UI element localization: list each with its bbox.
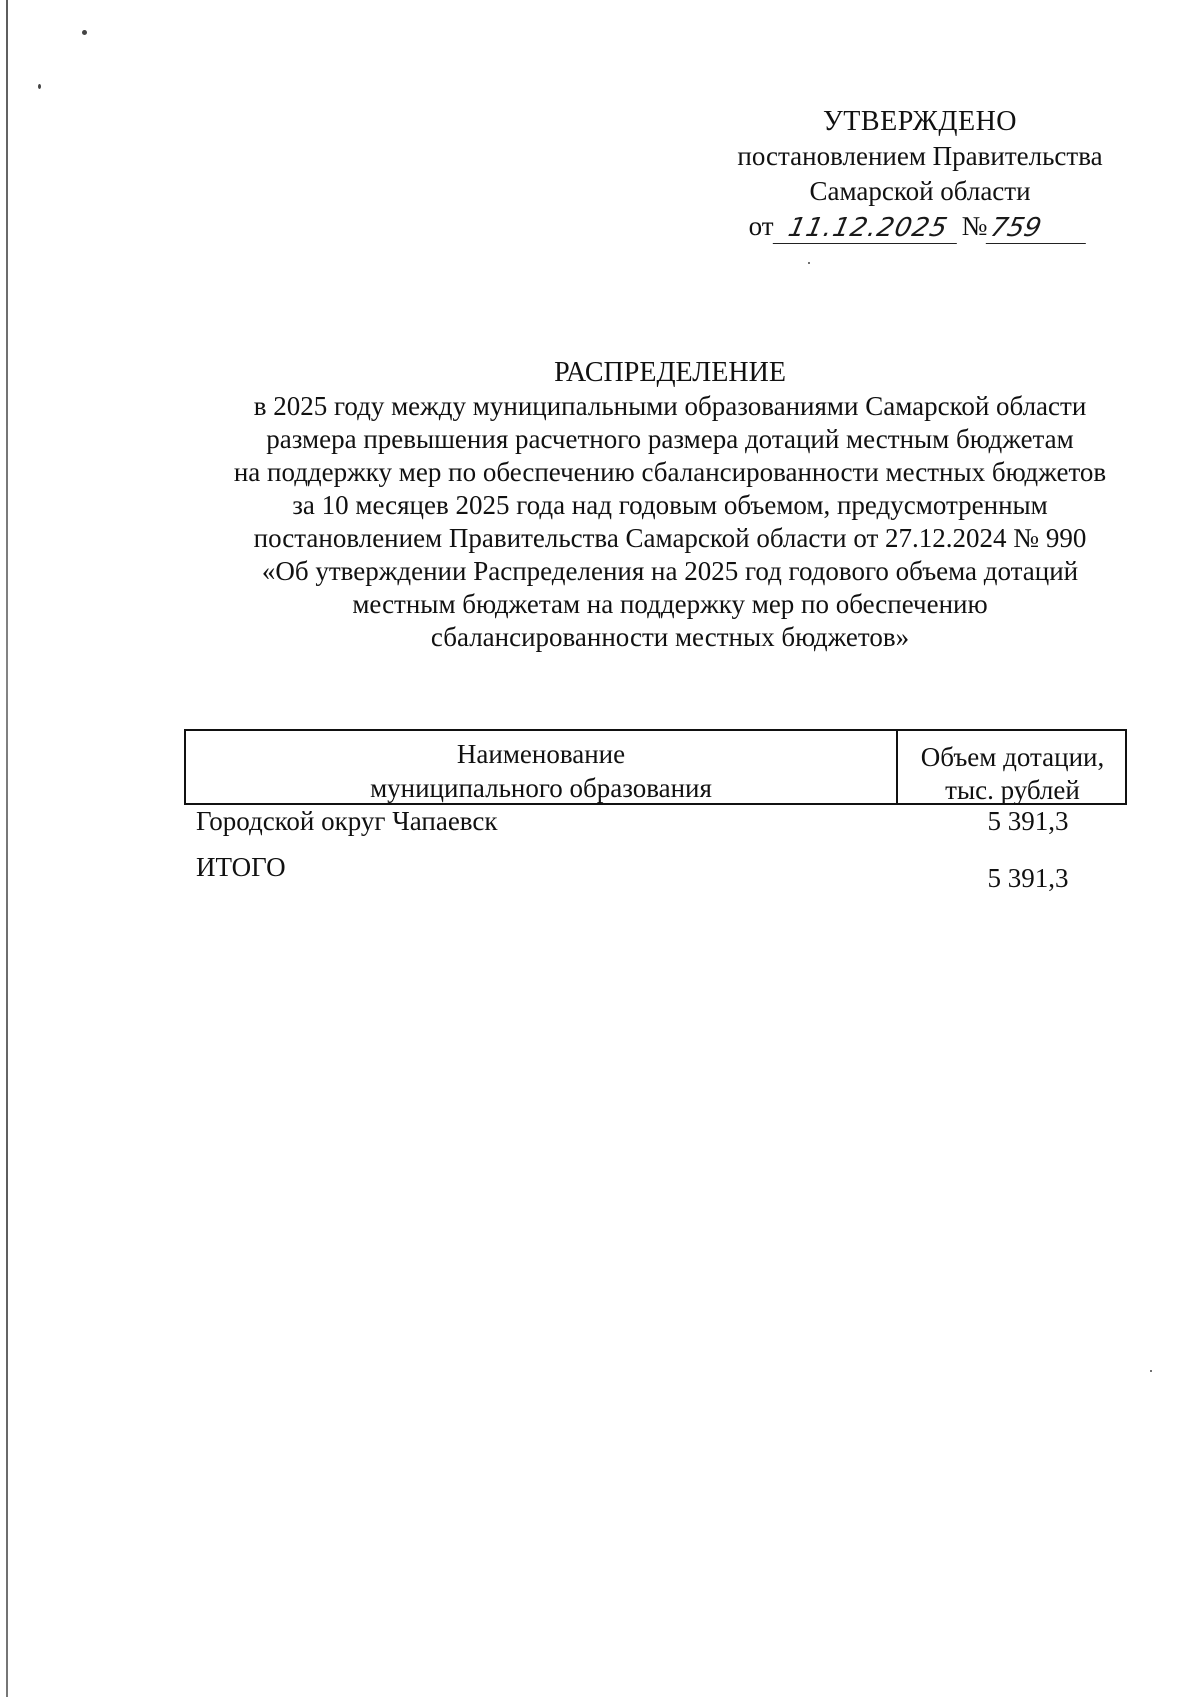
scan-speck [808, 262, 810, 264]
scan-speck [38, 84, 41, 89]
date-prefix: от [748, 211, 774, 241]
subsidy-value: 5 391,3 [987, 806, 1069, 836]
heading-line: на поддержку мер по обеспечению сбалансированности местных бюджетов [233, 457, 1107, 487]
approval-date-line [700, 209, 1140, 244]
scan-speck [82, 30, 87, 35]
heading-line: сбалансированности местных бюджетов» [430, 622, 910, 652]
heading-line: в 2025 году между муниципальными образованиями Самарской области [253, 391, 1087, 421]
scan-speck [1150, 1370, 1152, 1372]
municipality-name: Городской округ Чапаевск [196, 806, 498, 836]
column-header-name [186, 737, 896, 805]
approval-title: УТВЕРЖДЕНО [822, 106, 1018, 137]
approval-line-2: Самарской области [809, 176, 1031, 206]
handwritten-date: 11.12.2025 [772, 213, 963, 244]
heading-line: за 10 месяцев 2025 года над годовым объемом, предусмотренным [292, 490, 1048, 520]
number-sign: № [961, 211, 988, 241]
heading-line: «Об утверждении Распределения на 2025 год годового объема дотаций [261, 556, 1079, 586]
table-header [184, 729, 1127, 805]
column-header-volume-line-2: тыс. рублей [945, 775, 1080, 805]
column-header-name-line-1: Наименование [456, 739, 626, 769]
heading-line: местным бюджетам на поддержку мер по обеспечению [352, 589, 988, 619]
column-header-volume-line-1: Объем дотации, [920, 742, 1105, 772]
distribution-heading [180, 356, 1160, 654]
document-title: РАСПРЕДЕЛЕНИЕ [554, 357, 786, 388]
total-label: ИТОГО [196, 852, 286, 882]
approval-block [700, 104, 1140, 244]
heading-line: постановлением Правительства Самарской области от 27.12.2024 № 990 [253, 523, 1087, 553]
column-header-name-line-2: муниципального образования [370, 773, 712, 803]
handwritten-number: 759 [986, 213, 1093, 244]
scan-left-edge [6, 0, 8, 1697]
column-header-volume [898, 741, 1127, 807]
heading-line: размера превышения расчетного размера дотаций местным бюджетам [266, 424, 1074, 454]
total-value: 5 391,3 [987, 863, 1069, 893]
approval-line-1: постановлением Правительства [737, 141, 1103, 171]
